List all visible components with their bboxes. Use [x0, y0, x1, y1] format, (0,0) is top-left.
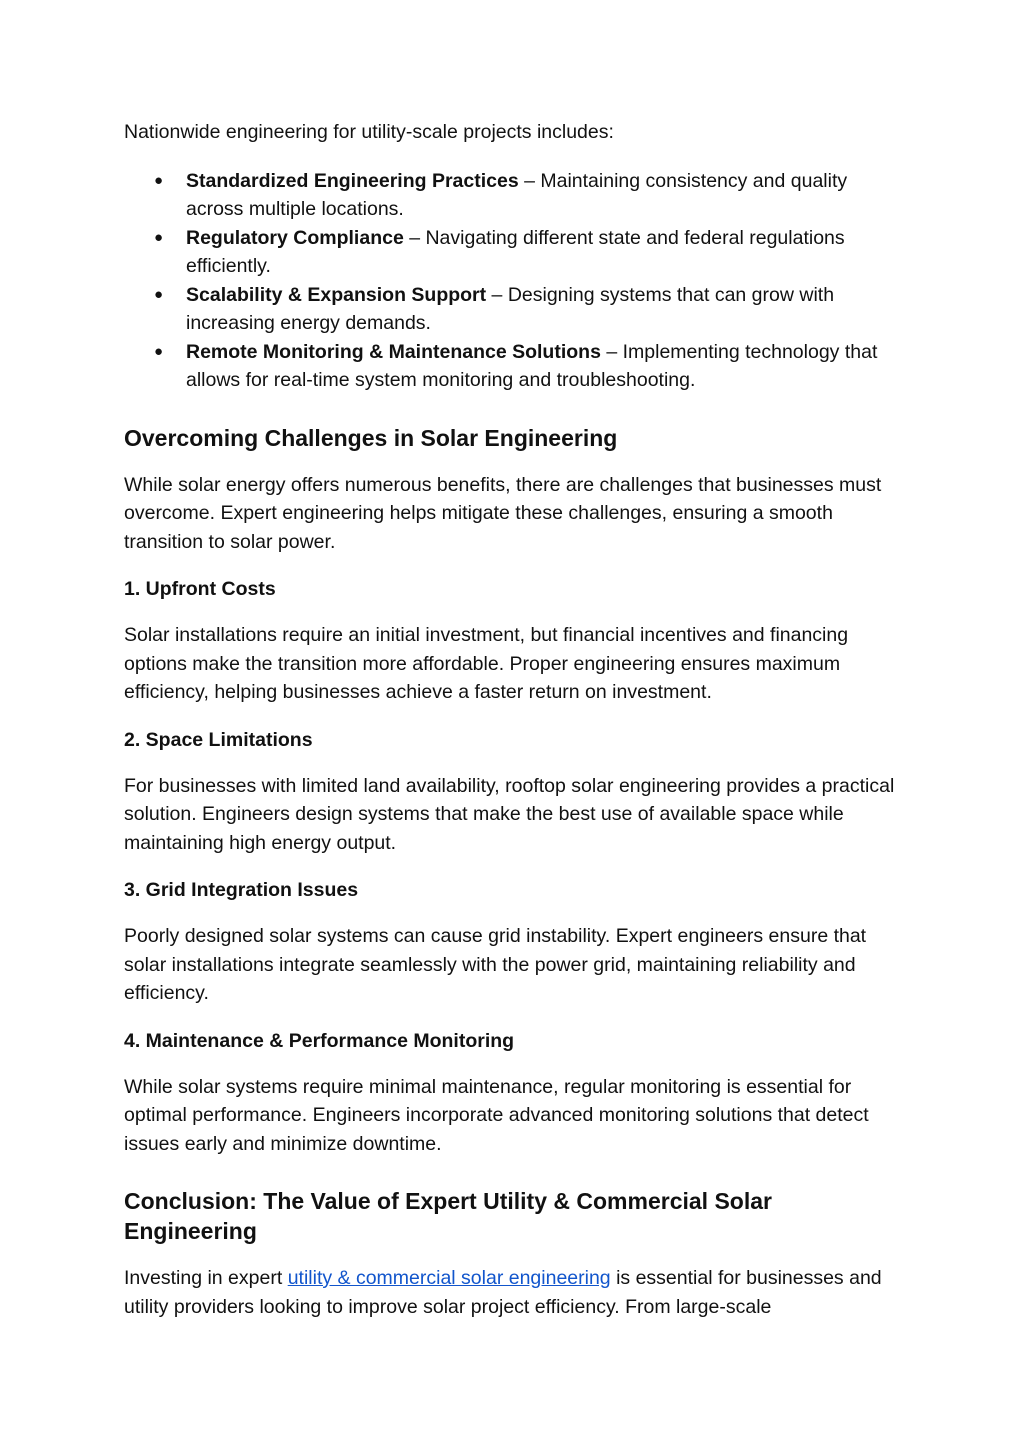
conclusion-heading: Conclusion: The Value of Expert Utility & Commercial Solar Engineering: [124, 1188, 772, 1244]
bullet-description: – Implementing technology that allows for real-time system monitoring and troubleshooting.: [186, 340, 878, 391]
engineering-bullet-list: [124, 167, 904, 395]
challenge-title-grid-integration: 3. Grid Integration Issues: [124, 879, 359, 901]
conclusion-text-before: Investing in expert: [124, 1267, 288, 1289]
bullet-icon: ●: [154, 228, 164, 246]
conclusion-paragraph: [124, 1264, 904, 1321]
conclusion-text-after: is essential for businesses and utility providers looking to improve solar project efficiency. From large-scale: [124, 1267, 882, 1318]
bullet-description: – Designing systems that can grow with increasing energy demands.: [186, 283, 835, 334]
bullet-term: Scalability & Expansion Support: [186, 283, 487, 306]
bullet-icon: ●: [154, 342, 164, 360]
intro-paragraph: Nationwide engineering for utility-scale projects includes:: [124, 121, 614, 143]
bullet-term: Standardized Engineering Practices: [186, 169, 519, 192]
solar-engineering-link[interactable]: utility & commercial solar engineering: [287, 1267, 611, 1289]
challenge-title-upfront-costs: 1. Upfront Costs: [124, 578, 276, 600]
list-item: [124, 281, 904, 338]
document-page: [124, 118, 904, 1321]
bullet-term: Regulatory Compliance: [186, 226, 404, 249]
challenges-intro-paragraph: While solar energy offers numerous benefits, there are challenges that businesses must overcome. Expert engineering helps mitigate these challenges, ensuring a smooth transition to solar power.: [124, 473, 882, 553]
challenge-title-space-limitations: 2. Space Limitations: [124, 728, 313, 751]
challenge-body-upfront-costs: Solar installations require an initial investment, but financial incentives and financing options make the transition more affordable. Proper engineering ensures maximum efficiency, helping businesses achieve a faster return on investment.: [124, 624, 849, 703]
challenge-body-space-limitations: For businesses with limited land availability, rooftop solar engineering provides a practical solution. Engineers design systems that make the best use of available space while maintaining high energy output.: [124, 774, 895, 854]
bullet-description: – Maintaining consistency and quality across multiple locations.: [186, 169, 848, 220]
list-item: [124, 167, 904, 224]
bullet-icon: ●: [154, 171, 164, 189]
challenge-body-grid-integration: Poorly designed solar systems can cause grid instability. Expert engineers ensure that solar installations integrate seamlessly with the power grid, maintaining reliability and efficiency.: [124, 925, 867, 1004]
list-item: [124, 224, 904, 281]
bullet-description: – Navigating different state and federal regulations efficiently.: [186, 226, 845, 277]
challenge-title-maintenance: 4. Maintenance & Performance Monitoring: [124, 1029, 515, 1052]
challenge-body-maintenance: While solar systems require minimal maintenance, regular monitoring is essential for optimal performance. Engineers incorporate advanced monitoring solutions that detect issues early and minimize downtime.: [124, 1075, 869, 1155]
challenges-heading: Overcoming Challenges in Solar Engineering: [124, 424, 618, 451]
list-item: [124, 338, 904, 395]
bullet-icon: ●: [154, 285, 164, 303]
bullet-term: Remote Monitoring & Maintenance Solutions: [186, 340, 601, 363]
